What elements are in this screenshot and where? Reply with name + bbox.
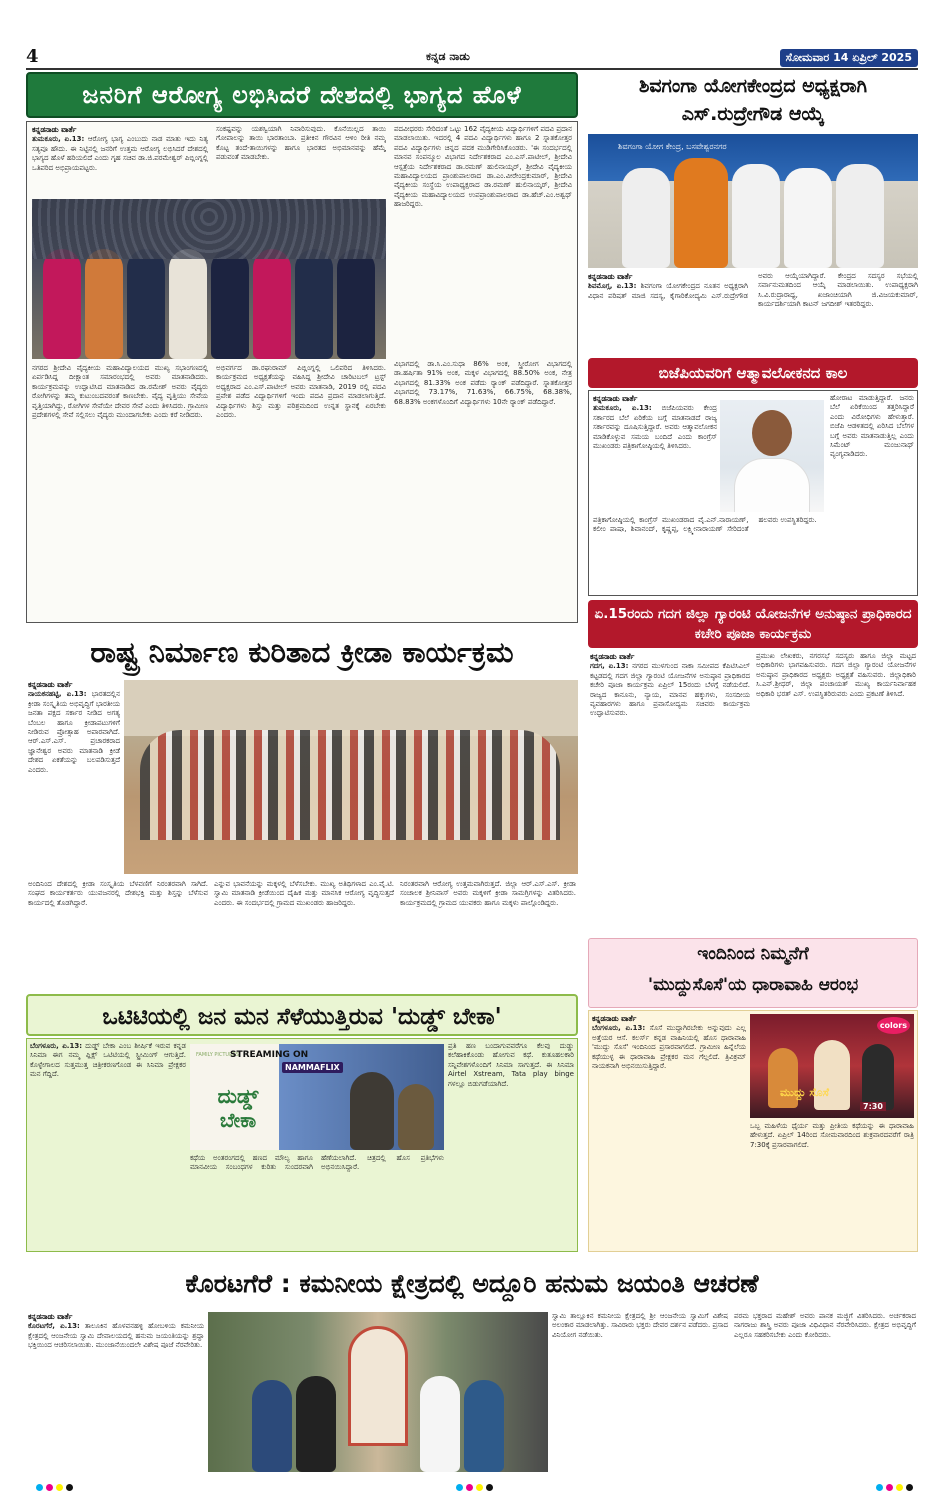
guest-figure xyxy=(622,168,670,268)
story8-right: ಪರಮ ಭಕ್ತರಾದ ಮಹೇಶ್ ಅವರು ಪಾನಕ ಮಜ್ಜಿಗೆ ವಿತರಿಸಿದರು. ಅರ್ಚಕರಾದ ನಾಗರಾಜು ಶಾಸ್ತ್ರಿ ಅವರು ಪೂಜಾ ವಿಧಿವಿಧಾನ ನೆರವೇರಿಸಿದರು. ಕ್ಷೇತ್ರದ ಅಭಿವೃದ್ಧಿಗೆ ಎಲ್ಲರೂ ಸಹಕರಿಸಬೇಕು ಎಂದು ಕೋರಿದರು. xyxy=(734,1312,916,1339)
portrait-body xyxy=(734,458,810,512)
story5-headline: ರಾಷ್ಟ್ರ ನಿರ್ಮಾಣ ಕುರಿತಾದ ಕ್ರೀಡಾ ಕಾರ್ಯಕ್ರಮ xyxy=(90,635,514,669)
story2-byline: ಕನ್ನಡನಾಡು ವಾರ್ತೆ xyxy=(588,272,633,281)
page-number: 4 xyxy=(26,46,39,67)
story4-byline: ಕನ್ನಡನಾಡು ವಾರ್ತೆ xyxy=(590,652,635,661)
stage-backdrop-pattern xyxy=(32,199,386,259)
guest-figure xyxy=(674,158,728,268)
registration-marks-right xyxy=(876,1484,913,1491)
story8-mid: ಸ್ವಾಮಿ ತಾಲ್ಲೂಕಿನ ಕಮನೀಯ ಕ್ಷೇತ್ರದಲ್ಲಿ ಶ್ರೀ ಆಂಜನೇಯ ಸ್ವಾಮಿಗೆ ವಿಶೇಷ ಅಲಂಕಾರ ಮಾಡಲಾಗಿತ್ತು. ಸಾವಿರಾರು ಭಕ್ತರು ದೇವರ ದರ್ಶನ ಪಡೆದರು. ಪ್ರಸಾದ ವಿನಿಯೋಗ ನಡೆಯಿತು. xyxy=(552,1312,728,1339)
story5-col2: ಎನ್ನುವ ಭಾವನೆಯನ್ನು ಮಕ್ಕಳಲ್ಲಿ ಬೆಳೆಸಬೇಕು. ಮುಖ್ಯ ಅತಿಥಿಗಳಾದ ಎಂ.ವೈ.ಟಿ. ಸ್ವಾಮಿ ಮಾತನಾಡಿ ಕ್ರೀಡೆಯಿಂದ ದೈಹಿಕ ಮತ್ತು ಮಾನಸಿಕ ಆರೋಗ್ಯ ವೃದ್ಧಿಸುತ್ತದೆ ಎಂದರು. ಈ ಸಂದರ್ಭದಲ್ಲಿ ಗ್ರಾಮದ ಮುಖಂಡರು ಹಾಜರಿದ್ದರು. xyxy=(214,880,394,907)
story3-portrait xyxy=(720,400,824,512)
poster-title: ಮುದ್ದು ಸೊಸೆ xyxy=(780,1086,829,1099)
story8-byline: ಕನ್ನಡನಾಡು ವಾರ್ತೆ xyxy=(28,1312,73,1321)
story6-mid: ಕಥೆಯ ಅಂತರಂಗದಲ್ಲಿ ಹಣದ ಮೌಲ್ಯ ಹಾಗೂ ಮಾನವೀಯ ಸಂಬಂಧಗಳ ಕುರಿತು ಸುಂದರವಾಗಿ ಹೆಣೆಯಲಾಗಿದೆ. ಚಿತ್ರದಲ್ಲಿ ಹೊಸ ಪ್ರತಿಭೆಗಳು ಅಭಿನಯಿಸಿದ್ದಾರೆ. xyxy=(190,1154,444,1172)
story5-place: ನಾಯಕನಹಟ್ಟಿ, ಏ.13: xyxy=(28,690,87,699)
graduate-figure xyxy=(43,249,81,359)
story5-side-text: ಭಾರತದಲ್ಲಿನ ಕ್ರೀಡಾ ಸಂಸ್ಕೃತಿಯ ಅಭಿವೃದ್ಧಿಗೆ ಭಾರತೀಯ ಜನತಾ ಪಕ್ಷದ ಸರ್ಕಾರ ನೀಡಿದ ಅಗತ್ಯ ಬೆಂಬಲ ಹಾಗೂ ಕ್ರೀಡಾಪಟುಗಳಿಗೆ ನೀಡಿರುವ ಪ್ರೋತ್ಸಾಹ ಅಪಾರವಾಗಿದೆ. ಆರ್.ಎಸ್.ಎಸ್. ಪ್ರಚಾರಕರಾದ ಜ್ಞಾನೇಶ್ವರ ಅವರು ಮಾತನಾಡಿ ಕ್ರೀಡೆ ದೇಶದ ಏಕತೆಯನ್ನು ಬಲಪಡಿಸುತ್ತದೆ ಎಂದರು. xyxy=(28,690,120,774)
graduate-figure xyxy=(169,249,207,359)
story7-place: ಬೆಂಗಳೂರು, ಏ.13: xyxy=(592,1024,646,1033)
story8-headline: ಕೊರಟಗೆರೆ : ಕಮನೀಯ ಕ್ಷೇತ್ರದಲ್ಲಿ ಅದ್ದೂರಿ ಹನುಮ ಜಯಂತಿ ಆಚರಣೆ xyxy=(185,1269,759,1298)
poster-title: ದುಡ್ಡ್ ಬೇಕಾ xyxy=(217,1084,259,1132)
story3-left xyxy=(593,394,717,512)
story1-lead-text: ಆರೋಗ್ಯ ಭಾಗ್ಯ ಎಂಬುದು ನಾಡ ಮಾತು ಇದು ನಿತ್ಯ ಸತ್ಯವೂ ಹೌದು. ಈ ನಿಟ್ಟಿನಲ್ಲಿ ಜನರಿಗೆ ಉತ್ತಮ ಆರೋಗ್ಯ ಲಭಿಸಿದರೆ ದೇಶದಲ್ಲಿ ಭಾಗ್ಯದ ಹೊಳೆ ಹರಿಯಲಿದೆ ಎಂದು ಗೃಹ ಸಚಿವ ಡಾ.ಜಿ.ಪರಮೇಶ್ವರ್ ಪಿಬ್ಲಿಂಗ್ನಲ್ಲಿ ಒತಿಪರಿದ ಅಭಿಪ್ರಾಯಪಟ್ಟರು. xyxy=(32,135,208,172)
story8-left xyxy=(28,1312,204,1472)
story4-headline: ಏ.15ರಂದು ಗದಗ ಜಿಲ್ಲಾ ಗ್ಯಾರಂಟಿ ಯೋಜನೆಗಳ ಅನುಷ್ಠಾನ ಪ್ರಾಧಿಕಾರದ ಕಚೇರಿ ಪೂಜಾ ಕಾರ್ಯಕ್ರಮ xyxy=(588,600,918,648)
registration-marks-center xyxy=(456,1484,493,1491)
story5-photo xyxy=(124,680,578,874)
guest-figure xyxy=(784,168,832,268)
story1-col3: ಪದವೀಧರರು ಸೇರಿದಂತೆ ಒಟ್ಟು 162 ವೈದ್ಯಕೀಯ ವಿದ್ಯಾರ್ಥಿಗಳಿಗೆ ಪದವಿ ಪ್ರದಾನ ಮಾಡಲಾಯಿತು. ಇದರಲ್ಲಿ 4 ಪದವಿ ವಿದ್ಯಾರ್ಥಿಗಳು ಹಾಗೂ 2 ಸ್ನಾತಕೋತ್ತರ ಪದವಿ ವಿದ್ಯಾರ್ಥಿಗಳು ಚಿನ್ನದ ಪದಕ ಮುಡಿಗೇರಿಸಿಕೊಂಡರು. 'ಈ ಸಂದರ್ಭದಲ್ಲಿ ಮಾನವ ಸಂಪನ್ಮೂಲ ವಿಭಾಗದ ನಿರ್ದೇಶಕರಾದ ಎಂ.ಎಸ್.ಪಾಟೀಲ್, ಶ್ರೀದೇವಿ ಆಸ್ಪತ್ರೆಯ ನಿರ್ದೇಶಕರಾದ ಡಾ.ರಮಣ್ ಹುಲಿನಾಯ್ಕರ್, ಶ್ರೀದೇವಿ ವೈದ್ಯಕೀಯ ಮಹಾವಿದ್ಯಾಲಯದ ಪ್ರಾಂಶುಪಾಲರಾದ ಡಾ.ಎಂ.ವೀರೇಂದ್ರಕುಮಾರ್, ಶ್ರೀದೇವಿ ವೈದ್ಯಕೀಯ ಸಂಸ್ಥೆಯ ಉಪಾಧ್ಯಕ್ಷರಾದ ಡಾ.ರಮಣ್ ಹುಲಿನಾಯ್ಕರ್, ಶ್ರೀದೇವಿ ವೈದ್ಯಕೀಯ ಮಹಾವಿದ್ಯಾಲಯದ ಉಪಪ್ರಾಂಶುಪಾಲರಾದ ಡಾ.ಹೆಚ್.ಎಂ.ಅಶ್ವಥ್ ಹಾಜರಿದ್ದರು. xyxy=(394,125,572,209)
date-label: ಸೋಮವಾರ 14 ಏಪ್ರಿಲ್ 2025 xyxy=(780,49,918,67)
story7-byline: ಕನ್ನಡನಾಡು ವಾರ್ತೆ xyxy=(592,1014,637,1023)
graduate-figure xyxy=(253,249,291,359)
poster-banner: FAMILY PICTURES xyxy=(196,1052,239,1058)
story2-place: ಶಿವಮೊಗ್ಗ, ಏ.13: xyxy=(588,282,637,291)
story6-right: ಪ್ರತಿ ಹಣ ಬಂದಾಗುವವರೆಗೂ ಕೆಲವು ದುಡ್ಡು ಕಲೆಹಾಕಿಕೊಂಡು ಹೋಗುವ ಕಥೆ. ಕುತೂಹಲಕಾರಿ ಸನ್ನಿವೇಶಗಳೊಂದಿಗೆ ಸಿನಿಮಾ ಸಾಗುತ್ತದೆ. ಈ ಸಿನಿಮಾ Airtel Xstream, Tata play binge ಗಳಲ್ಲೂ ಬಿಡುಗಡೆಯಾಗಿದೆ. xyxy=(448,1042,574,1088)
story3-byline: ಕನ್ನಡನಾಡು ವಾರ್ತೆ xyxy=(593,394,638,403)
story3-headline: ಬಿಜೆಪಿಯವರಿಗೆ ಆತ್ಮಾವಲೋಕನದ ಕಾಲ xyxy=(588,358,918,388)
story1-col1-bottom: ನಗರದ ಶ್ರೀದೇವಿ ವೈದ್ಯಕೀಯ ಮಹಾವಿದ್ಯಾಲಯದ ಮುಖ್ಯ ಸಭಾಂಗಣದಲ್ಲಿ ಏರ್ಪಡಿಸಿದ್ದ ದೀಕ್ಷಾಂತ ಸಮಾರಂಭದಲ್ಲಿ ಅವರು ಮಾತನಾಡಿದರು. ಕಾರ್ಯಕ್ರಮವನ್ನು ಉದ್ಘಾಟಿಸಿದ ಮಾತನಾಡಿದ ಡಾ.ರಮೇಶ್ ಅವರು ವೈದ್ಯರು ರೋಗಿಗಳನ್ನು ತಮ್ಮ ಕುಟುಂಬದವರಂತೆ ಕಾಣಬೇಕು. ವೈದ್ಯ ವೃತ್ತಿಯು ಸೇವೆಯ ವೃತ್ತಿಯಾಗಿದ್ದು, ರೋಗಿಗಳ ಸೇವೆಯೇ ದೇವರ ಸೇವೆ ಎಂದು ತಿಳಿಸಿದರು. ಗ್ರಾಮೀಣ ಪ್ರದೇಶಗಳಲ್ಲಿ ಸೇವೆ ಸಲ್ಲಿಸಲು ವೈದ್ಯರು ಮುಂದಾಗಬೇಕು ಎಂದು ಕರೆ ನೀಡಿದರು. xyxy=(32,364,208,420)
poster-actor-figure xyxy=(350,1072,394,1150)
story1-headline: ಜನರಿಗೆ ಆರೋಗ್ಯ ಲಭಿಸಿದರೆ ದೇಶದಲ್ಲಿ ಭಾಗ್ಯದ ಹೊಳೆ xyxy=(26,72,578,118)
story3-right: ಹೋರಾಟ ಮಾಡುತ್ತಿದ್ದಾರೆ. ಜನರು ಬೆಲೆ ಏರಿಕೆಯಿಂದ ತತ್ತರಿಸಿದ್ದಾರೆ ಎಂದು ವಿರೋಧಿಗಳು ಹೇಳುತ್ತಾರೆ. ಬಿಜೆಪಿ ಆಡಳಿತದಲ್ಲಿ ಏರಿಸಿದ ಬೆಲೆಗಳ ಬಗ್ಗೆ ಅವರು ಮಾತನಾಡುತ್ತಿಲ್ಲ ಎಂದು ಸಿಮೆಂಟ್ ಮಂಜುನಾಥ್ ವ್ಯಂಗ್ಯವಾಡಿದರು. xyxy=(830,394,914,459)
story6-poster xyxy=(190,1044,444,1150)
story7-left xyxy=(592,1014,746,1248)
poster-brand: colors xyxy=(877,1017,910,1034)
story7-right: ಒಬ್ಬ ಮಹಿಳೆಯ ಧೈರ್ಯ ಮತ್ತು ಪ್ರೀತಿಯ ಕಥೆಯನ್ನು ಈ ಧಾರಾವಾಹಿ ಹೇಳುತ್ತದೆ. ಏಪ್ರಿಲ್ 14ರಿಂದ ಸೋಮವಾರದಿಂದ ಶುಕ್ರವಾರದವರೆಗೆ ರಾತ್ರಿ 7:30ಕ್ಕೆ ಪ್ರಸಾರವಾಗಲಿದೆ. xyxy=(750,1122,914,1149)
graduate-figure xyxy=(337,249,375,359)
devotee-figure xyxy=(252,1380,292,1472)
story6-left xyxy=(30,1042,186,1248)
devotee-figure xyxy=(420,1376,460,1472)
story2-body xyxy=(588,272,918,352)
idol-shrine xyxy=(348,1326,408,1446)
guest-figure xyxy=(836,164,884,268)
story3-place: ತುಮಕೂರು, ಏ.13: xyxy=(593,404,652,413)
poster-platform-label: NAMMAFLIX xyxy=(282,1062,343,1073)
story1-col2-bottom: ಅಭಿವರ್ಗದ ಡಾ.ರಘುರಾಮ್ ಪಿಬ್ಲಿಂಗ್ನಲ್ಲಿ ಒಲಿಪರಿದ ತಿಳಿಸಿದರು. ಕಾರ್ಯಕ್ರಮದ ಅಧ್ಯಕ್ಷತೆಯನ್ನು ವಹಿಸಿದ್ದ ಶ್ರೀದೇವಿ ಚಾರಿಟಬಲ್ ಟ್ರಸ್ಟ್ ಅಧ್ಯಕ್ಷರಾದ ಎಂ.ಎಸ್.ಪಾಟೀಲ್ ಅವರು ಮಾತನಾಡಿ, 2019 ರಲ್ಲಿ ಪದವಿ ಪ್ರವೇಶ ಪಡೆದ ವಿದ್ಯಾರ್ಥಿಗಳಿಗೆ ಇಂದು ಪದವಿ ಪ್ರದಾನ ಮಾಡಲಾಗುತ್ತಿದೆ. ವಿದ್ಯಾರ್ಥಿಗಳು ಶಿಸ್ತು ಮತ್ತು ಪರಿಶ್ರಮದಿಂದ ಉನ್ನತ ಸ್ಥಾನಕ್ಕೆ ಏರಬೇಕು ಎಂದರು. xyxy=(216,364,386,420)
building-wall xyxy=(124,680,578,736)
poster-actor-figure xyxy=(862,1044,894,1110)
story6-byline: ಬೆಂಗಳೂರು, ಏ.13: xyxy=(30,1042,82,1050)
graduate-figure xyxy=(127,249,165,359)
story6-left-text: ದುಡ್ಡ್ ಬೇಕಾ ಎಂಬ ಶೀರ್ಷಿಕೆ ಇರುವ ಕನ್ನಡ ಸಿನಿಮಾ ಈಗ ನಮ್ಮ ಫ್ಲಿಕ್ಸ್ ಒಟಿಟಿಯಲ್ಲಿ ಸ್ಟ್ರೀಮಿಂಗ್ ಆಗುತ್ತಿದೆ. ಕೊಳ್ಳೇಗಾಲದ ಸುತ್ತಮುತ್ತ ಚಿತ್ರೀಕರಣಗೊಂಡ ಈ ಸಿನಿಮಾ ಪ್ರೇಕ್ಷಕರ ಮನ ಗೆದ್ದಿದೆ. xyxy=(30,1042,186,1079)
story3-left-text: ಬಿಜೆಪಿಯವರು ಕೇಂದ್ರ ಸರ್ಕಾರದ ಬೆಲೆ ಏರಿಕೆಯ ಬಗ್ಗೆ ಮಾತನಾಡದೆ ರಾಜ್ಯ ಸರ್ಕಾರವನ್ನು ದೂಷಿಸುತ್ತಿದ್ದಾರೆ. ಅವರು ಆತ್ಮಾವಲೋಕನ ಮಾಡಿಕೊಳ್ಳುವ ಸಮಯ ಬಂದಿದೆ ಎಂದು ಕಾಂಗ್ರೆಸ್ ಮುಖಂಡರು ಪತ್ರಿಕಾಗೋಷ್ಠಿಯಲ್ಲಿ ತಿಳಿಸಿದರು. xyxy=(593,404,717,451)
graduate-figure xyxy=(295,249,333,359)
masthead xyxy=(26,46,918,70)
story5-byline: ಕನ್ನಡನಾಡು ವಾರ್ತೆ xyxy=(28,680,73,689)
portrait-head xyxy=(752,410,792,456)
story8-photo xyxy=(208,1312,548,1472)
poster-time: 7:30 xyxy=(860,1102,886,1111)
story1-lead xyxy=(32,125,208,195)
story1-col2-top: ಸಂಕಷ್ಟವನ್ನು ಯಶಸ್ವಿಯಾಗಿ ನಿವಾರಿಸುವುದು. ಕೊನೆಯಿಲ್ಲದ ತಾಯಿ ಗೋಪಾಲನ್ನು ತಾಯಿ ಭಾರತಾಂಬಾ. ಪ್ರತೀಕಿನ ಗೌರವಿನ ಆಳಿಂ ರೀತಿ ನಮ್ಮ ಕೊಟ್ಟ ತಂದೆ-ತಾಯಿಗಳನ್ನು ಹಾಗೂ ಭಾರತದ ಅಭಿಮಾನವನ್ನು ಹೆಮ್ಮೆ ಪಡುವಂತೆ ಮಾಡಬೇಕು. xyxy=(216,125,386,162)
story1-col3-bottom: ವಿಭಾಗದಲ್ಲಿ ಡಾ.ಸಿ.ಎಂ.ಸುಧಾ 86% ಅಂಕ, ಸ್ತ್ರೀರೋಗ ವಿಭಾಗದಲ್ಲಿ ಡಾ.ಹರ್ಷಿತಾ 91% ಅಂಕ, ಮಕ್ಕಳ ವಿಭಾಗದಲ್ಲಿ 88.50% ಅಂಕ, ನೇತ್ರ ವಿಭಾಗದಲ್ಲಿ 81.33% ಅಂಕ ಪಡೆದು ರ್‍ಯಾಂಕ್ ಪಡೆದಿದ್ದಾರೆ. ಸ್ನಾತಕೋತ್ತರ ವಿಭಾಗದಲ್ಲಿ 73.17%, 71.63%, 66.75%, 68.38%, 68.83% ಅಂಕಗಳೊಂದಿಗೆ ವಿದ್ಯಾರ್ಥಿಗಳು 10ನೇ ರ್‍ಯಾಂಕ್ ಪಡೆದಿದ್ದಾರೆ. xyxy=(394,360,572,406)
masthead-rule xyxy=(26,68,918,70)
story4-left xyxy=(590,652,750,874)
story8-left-text: ತಾಲೂಕಿನ ಹೊಳವನಹಳ್ಳಿ ಹೋಬಳಿಯ ಕಮನೀಯ ಕ್ಷೇತ್ರದಲ್ಲಿ ಆಂಜನೇಯ ಸ್ವಾಮಿ ದೇವಾಲಯದಲ್ಲಿ ಹನುಮ ಜಯಂತಿಯನ್ನು ಶ್ರದ್ಧಾ ಭಕ್ತಿಯಿಂದ ಆಚರಿಸಲಾಯಿತು. ಮುಂಜಾನೆಯಿಂದಲೇ ವಿಶೇಷ ಪೂಜೆ ನೆರವೇರಿತು. xyxy=(28,1322,204,1350)
poster-actor-figure xyxy=(398,1084,434,1150)
story2-photo xyxy=(588,134,918,268)
graduate-figure xyxy=(85,249,123,359)
devotee-figure xyxy=(464,1380,504,1472)
story5-side xyxy=(28,680,120,878)
poster-streaming-label: STREAMING ON xyxy=(230,1050,309,1060)
story7-headline-line2: 'ಮುದ್ದುಸೊಸೆ'ಯ ಧಾರಾವಾಹಿ ಆರಂಭ xyxy=(647,975,859,995)
story3-bottom: ಪತ್ರಿಕಾಗೋಷ್ಠಿಯಲ್ಲಿ ಕಾಂಗ್ರೆಸ್ ಮುಖಂಡರಾದ ವೈ.ಎನ್.ನಾರಾಯಣ್, ಕಲೀಂ ಪಾಷಾ, ಶಿವಾನಂದ್, ಕೃಷ್ಣಪ್ಪ, ಲಕ್ಷ್ಮೀನಾರಾಯಣ್ ಸೇರಿದಂತೆ ಹಲವರು ಉಪಸ್ಥಿತರಿದ್ದರು. xyxy=(593,516,817,534)
registration-marks-left xyxy=(36,1484,73,1491)
story2-headline: ಶಿವಗಂಗಾ ಯೋಗಕೇಂದ್ರದ ಅಧ್ಯಕ್ಷರಾಗಿ ಎಸ್.ರುದ್ರೇಗೌಡ ಆಯ್ಕೆ xyxy=(638,75,868,125)
story7-left-text: ಸೊಸೆ ಮುದ್ದಾಗಿರಬೇಕು ಅನ್ನುವುದು ಎಲ್ಲ ಅತ್ತೆಯರ ಆಸೆ. ಕಲರ್ಸ್ ಕನ್ನಡ ವಾಹಿನಿಯಲ್ಲಿ ಹೊಸ ಧಾರಾವಾಹಿ 'ಮುದ್ದು ಸೊಸೆ' ಇಂದಿನಿಂದ ಪ್ರಸಾರವಾಗಲಿದೆ. ಗ್ರಾಮೀಣ ಹಿನ್ನೆಲೆಯ ಕಥೆಯುಳ್ಳ ಈ ಧಾರಾವಾಹಿ ಪ್ರೇಕ್ಷಕರ ಮನ ಗೆಲ್ಲಲಿದೆ. ತ್ರಿವಿಕ್ರಮ್ ನಾಯಕನಾಗಿ ಅಭಿನಯಿಸುತ್ತಿದ್ದಾರೆ. xyxy=(592,1024,746,1071)
group-of-children xyxy=(140,730,560,840)
story4-left-text: ನಗರದ ಮುಳಗುಂದ ನಾಕಾ ಸಮೀಪದ ಕೆಪಿಟಿಸಿಎಲ್ ಕಟ್ಟಡದಲ್ಲಿ ಗದಗ ಜಿಲ್ಲಾ ಗ್ಯಾರಂಟಿ ಯೋಜನೆಗಳ ಅನುಷ್ಠಾನ ಪ್ರಾಧಿಕಾರದ ಕಚೇರಿ ಪೂಜಾ ಕಾರ್ಯಕ್ರಮ ಏಪ್ರಿಲ್ 15ರಂದು ಬೆಳಗ್ಗೆ ನಡೆಯಲಿದೆ. ರಾಜ್ಯದ ಕಾನೂನು, ನ್ಯಾಯ, ಮಾನವ ಹಕ್ಕುಗಳು, ಸಂಸದೀಯ ವ್ಯವಹಾರಗಳು ಹಾಗೂ ಪ್ರವಾಸೋದ್ಯಮ ಸಚಿವರು ಕಾರ್ಯಕ್ರಮ ಉದ್ಘಾಟಿಸುವರು. xyxy=(590,662,750,718)
story7-poster xyxy=(750,1014,914,1118)
story1-photo xyxy=(32,199,386,359)
story4-place: ಗದಗ, ಏ.13: xyxy=(590,662,629,671)
guest-figure xyxy=(732,164,780,268)
story1-byline: ಕನ್ನಡನಾಡು ವಾರ್ತೆ xyxy=(32,125,77,134)
story7-headline xyxy=(588,938,918,1008)
story5-col1: ಅಂದಿನಿಂದ ದೇಶದಲ್ಲಿ ಕ್ರೀಡಾ ಸಂಸ್ಕೃತಿಯ ಬೆಳವಣಿಗೆ ನಿರಂತರವಾಗಿ ಸಾಗಿದೆ. ಸಂಘದ ಕಾರ್ಯಕರ್ತರು ಯುವಜನರಲ್ಲಿ ದೇಶಭಕ್ತಿ ಮತ್ತು ಶಿಸ್ತನ್ನು ಬೆಳೆಸುವ ಕಾರ್ಯದಲ್ಲಿ ತೊಡಗಿದ್ದಾರೆ. xyxy=(28,880,208,907)
paper-name: ಕನ್ನಡ ನಾಡು xyxy=(426,50,470,63)
story4-right: ಪ್ರಮುಖ ಲೇಖಕರು, ನಗರಸಭೆ ಸದಸ್ಯರು ಹಾಗೂ ಜಿಲ್ಲಾ ಮಟ್ಟದ ಅಧಿಕಾರಿಗಳು ಭಾಗವಹಿಸುವರು. ಗದಗ ಜಿಲ್ಲಾ ಗ್ಯಾರಂಟಿ ಯೋಜನೆಗಳ ಅನುಷ್ಠಾನ ಪ್ರಾಧಿಕಾರದ ಅಧ್ಯಕ್ಷರು ಅಧ್ಯಕ್ಷತೆ ವಹಿಸುವರು. ಜಿಲ್ಲಾಧಿಕಾರಿ ಸಿ.ಎನ್.ಶ್ರೀಧರ್, ಜಿಲ್ಲಾ ಪಂಚಾಯತ್ ಮುಖ್ಯ ಕಾರ್ಯನಿರ್ವಾಹಕ ಅಧಿಕಾರಿ ಭರತ್ ಎಸ್. ಉಪಸ್ಥಿತರಿರುವರು ಎಂದು ಪ್ರಕಟಣೆ ತಿಳಿಸಿದೆ. xyxy=(756,652,916,698)
story7-headline-line1: ಇಂದಿನಿಂದ ನಿಮ್ಮನೆಗೆ xyxy=(697,944,809,964)
story8-place: ಕೊರಟಗೆರೆ, ಏ.13: xyxy=(28,1322,80,1331)
story1-place: ತುಮಕೂರು, ಏ.13: xyxy=(32,135,85,144)
devotee-figure xyxy=(296,1376,336,1472)
story5-col3: ನಿರಂತರವಾಗಿ ಆರೋಗ್ಯ ಉತ್ತಮವಾಗಿರುತ್ತದೆ. ಜಿಲ್ಲಾ ಆರ್.ಎಸ್.ಎಸ್. ಕ್ರೀಡಾ ಸಂಚಾಲಕ ಶ್ರೀನಿವಾಸ್ ಅವರು ಮಕ್ಕಳಿಗೆ ಕ್ರೀಡಾ ಸಾಮಗ್ರಿಗಳನ್ನು ವಿತರಿಸಿದರು. ಕಾರ್ಯಕ್ರಮದಲ್ಲಿ ಗ್ರಾಮದ ಯುವಕರು ಹಾಗೂ ಮಕ್ಕಳು ಪಾಲ್ಗೊಂಡಿದ್ದರು. xyxy=(400,880,576,907)
graduate-figure xyxy=(211,249,249,359)
story2-body-text: ಶಿವಗಂಗಾ ಯೋಗಕೇಂದ್ರದ ನೂತನ ಅಧ್ಯಕ್ಷರಾಗಿ ವಿಧಾನ ಪರಿಷತ್ ಮಾಜಿ ಸದಸ್ಯ, ಕೈಗಾರಿಕೋದ್ಯಮಿ ಎಸ್.ರುದ್ರೇಗೌಡ ಅವರು ಆಯ್ಕೆಯಾಗಿದ್ದಾರೆ. ಕೇಂದ್ರದ ಸದಸ್ಯರ ಸಭೆಯಲ್ಲಿ ಸರ್ವಾನುಮತದಿಂದ ಆಯ್ಕೆ ಮಾಡಲಾಯಿತು. ಉಪಾಧ್ಯಕ್ಷರಾಗಿ ಸಿ.ವಿ.ರುದ್ರಾರಾಧ್ಯ, ಖಜಾಂಚಿಯಾಗಿ ಜಿ.ವಿಜಯಕುಮಾರ್, ಕಾರ್ಯದರ್ಶಿಯಾಗಿ ಕಾಟನ್ ಜಗದೀಶ್ ಇತರರಿದ್ದರು. xyxy=(588,272,918,309)
story2-photo-banner: ಶಿವಗಂಗಾ ಯೋಗ ಕೇಂದ್ರ, ಬಸವೇಶ್ವರನಗರ xyxy=(618,142,727,151)
story6-headline: ಒಟಿಟಿಯಲ್ಲಿ ಜನ ಮನ ಸೆಳೆಯುತ್ತಿರುವ 'ದುಡ್ಡ್ ಬೇಕಾ' xyxy=(26,994,578,1036)
